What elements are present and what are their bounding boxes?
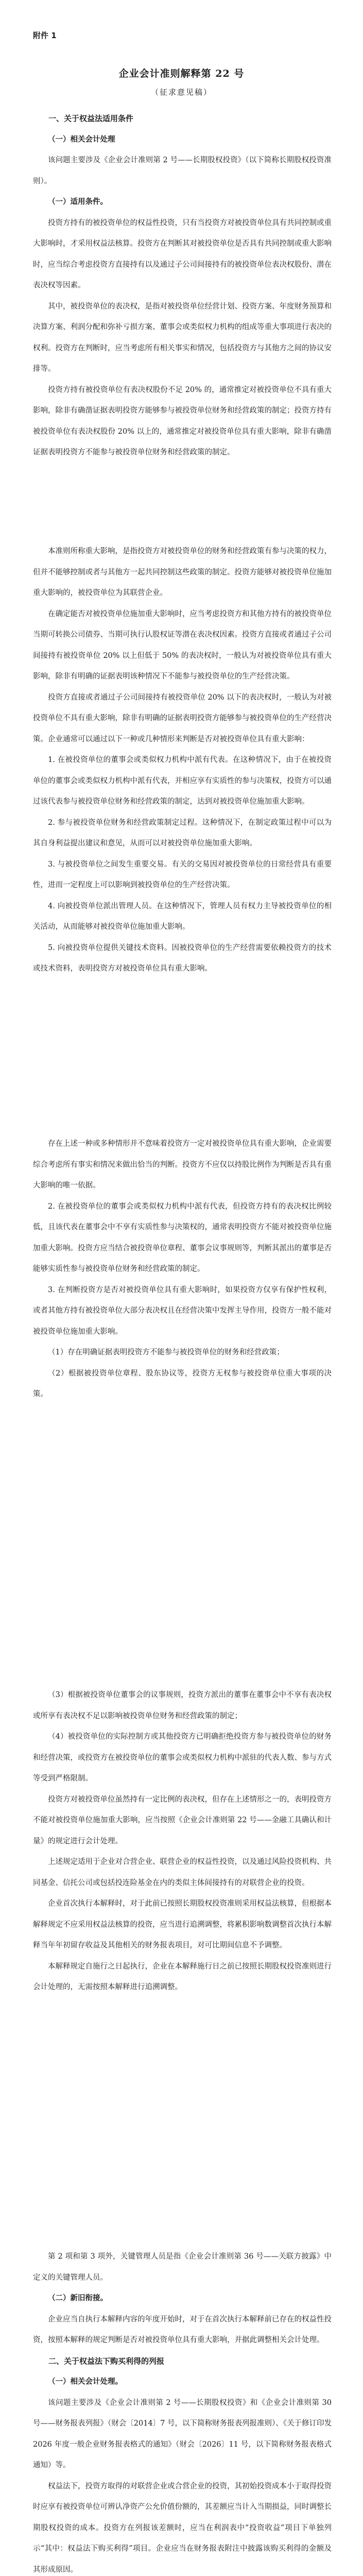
paragraph: （3）根据被投资单位董事会的议事规则，投资方派出的董事在董事会中不享有表决权或所享有表决权不足以影响被投资单位财务和经营政策的制定； [33,1691,332,1720]
paragraph: 5. 向被投资单位提供关键技术资料。因被投资单位的生产经营需要依赖投资方的技术或技术资料，表明投资方对被投资单位具有重大影响。 [33,943,332,973]
section-part-5 [33,2246,332,2576]
document-subtitle: （征求意见稿） [150,88,212,97]
paragraph: 该问题主要涉及《企业会计准则第 2 号——长期股权投资》（以下简称长期股权投资准则）。 [33,156,332,185]
document-title: 企业会计准则解释第 22 号 [118,68,245,79]
section-heading: 二、关于权益法下购买利得的列报 [48,2356,165,2366]
paragraph: 投资方对被投资单位虽然持有一定比例的表决权，但存在上述情形之一的，表明投资方不能对被投资单位施加重大影响，应当按照《企业会计准则第 22 号——金融工具确认和计量》的规定进行会计处理。 [33,1795,332,1845]
paragraph: 在确定能否对被投资单位施加重大影响时，应当考虑投资方和其他方持有的被投资单位当期可转换公司债券、当期可执行认股权证等潜在表决权因素。投资方直接或者通过子公司间接持有被投资单位 20% 以上但低于 50% 的表决权时，一般认为对被投资单位具有重大影响，除非有明确的证据表明该种情况下不能参与被投资单位的生产经营决策。 [33,609,332,681]
section-part-4 [33,1685,332,1998]
paragraph: 存在上述一种或多种情形并不意味着投资方一定对被投资单位具有重大影响，企业需要综合考虑所有事实和情况来做出恰当的判断。投资方不应仅以持股比例作为判断是否具有重大影响的唯一依据。 [33,1140,332,1190]
paragraph: 1. 在被投资单位的董事会或类似权力机构中派有代表。在这种情况下，由于在被投资单位的董事会或类似权力机构中派有代表，并相应享有实质性的参与决策权，投资方可以通过该代表参与被投资单位财务和经营政策的制定，达到对被投资单位施加重大影响。 [33,756,332,806]
paragraph: 投资方持有被投资单位有表决权股份不足 20% 的，通常推定对被投资单位不具有重大影响，除非有确凿证据表明投资方能够参与被投资单位财务和经营政策的制定；投资方持有被投资单位有表决权股份 20% 以上的，通常推定对被投资单位具有重大影响，除非有确凿证据表明投资方不能参与被投资单位财务和经营政策的制定。 [33,385,332,456]
paragraph: 投资方持有的被投资单位的权益性投资，只有当投资方对被投资单位具有共同控制或重大影响时，才采用权益法核算。投资方在判断其对被投资单位是否具有共同控制或重大影响时，应当综合考虑投资方直接持有以及通过子公司间接持有的被投资单位表决权股份、潜在表决权等因素。 [33,218,332,290]
paragraph: 企业首次执行本解释时，对于此前已按照长期股权投资准则采用权益法核算，但根据本解释规定不应采用权益法核算的投资，应当进行追溯调整，将累积影响数调整首次执行本解释当年年初留存收益及其他相关的财务报表项目，对可比期间信息不予调整。 [33,1900,332,1950]
paragraph: （4）被投资单位的实际控制方或其他投资方已明确拒绝投资方参与被投资单位的财务和经营决策，或投资方在被投资单位的董事会或类似权力机构中派驻的代表人数、参与方式等受到严格限制。 [33,1733,332,1783]
paragraph: 投资方直接或者通过子公司间接持有被投资单位 20% 以下的表决权时，一般认为对被投资单位不具有重大影响，除非有明确的证据表明投资方能够参与被投资单位的生产经营决策。企业通常可以通过以下一种或几种情形来判断是否对被投资单位具有重大影响： [33,693,332,743]
subsection-heading: （一）相关会计处理 [48,134,115,144]
subsection-heading: （一）适用条件。 [48,197,108,206]
paragraph: 本解释规定自施行之日起执行，企业在本解释施行日之前已按照长期股权投资准则进行会计处理的，无需按照本解释进行追溯调整。 [33,1962,332,1991]
attachment-label: 附件 1 [33,31,57,40]
paragraph: （2）根据被投资单位章程、股东协议等，投资方无权参与被投资单位重大事项的决策。 [33,1369,332,1398]
paragraph: 2. 参与被投资单位财务和经营政策制定过程。这种情况下，在制定政策过程中可以为其自身利益提出建议和意见，从而可以对被投资单位施加重大影响。 [33,818,332,848]
subsection-heading: （二）新旧衔接。 [48,2294,108,2302]
subsection-heading: （一）相关会计处理。 [48,2377,123,2386]
paragraph: 该问题主要涉及《企业会计准则第 2 号——长期股权投资》和《企业会计准则第 30 号——财务报表列报》（财会〔2014〕7 号，以下简称财务报表列报准则）、《关于修订印发 2026 年度一般企业财务报表格式的通知》（财会〔2026〕11 号，以下简称财务报表格式通知）等。 [33,2398,332,2469]
paragraph: 企业应当自执行本解释内容的年度开始时，对于在首次执行本解释前已存在的权益性投资，按照本解释的规定判断是否对被投资单位具有重大影响，并据此调整相关会计处理。 [33,2315,332,2344]
paragraph: 上述规定适用于企业对合营企业、联营企业的权益性投资，以及通过风险投资机构、共同基金、信托公司或包括投连险基金在内的类似主体间接持有的对联营企业的投资。 [33,1858,332,1887]
paragraph: （1）存在明确证据表明投资方不能参与被投资单位的财务和经营政策； [48,1348,284,1357]
paragraph: 2. 在被投资单位的董事会或类似权力机构中派有代表，但投资方持有的表决权比例较低，且该代表在董事会中不享有实质性参与决策权的，通常表明投资方不能对被投资单位施加重大影响。投资方应当结合被投资单位章程、董事会议事规则等，判断其派出的董事是否能够实质性参与被投资单位财务和经营政策的制定。 [33,1202,332,1273]
paragraph: 权益法下，投资方取得的对联营企业或合营企业的投资，其初始投资成本小于取得投资时应享有被投资单位可辨认净资产公允价值份额的，其差额应当计入当期损益，同时调整长期股权投资的成本。投资方在列报该差额时，应当在利润表中“投资收益”项目下单独列示“其中：权益法下购买利得”项目。企业应当在财务报表附注中披露该购买利得的金额及其形成原因。 [33,2482,332,2574]
section-part-1 [33,108,332,463]
paragraph: 第 2 项和第 3 项外，关键管理人员是指《企业会计准则第 36 号——关联方披露》中定义的关键管理人员。 [33,2252,332,2282]
paragraph: 本准则所称重大影响，是指投资方对被投资单位的财务和经营政策有参与决策的权力，但并不能够控制或者与其他方一起共同控制这些政策的制定。投资方能够对被投资单位施加重大影响的，被投资单位为其联营企业。 [33,547,332,597]
paragraph: 3. 与被投资单位之间发生重要交易。有关的交易因对被投资单位的日常经营具有重要性，进而一定程度上可以影响到被投资单位的生产经营决策。 [33,860,332,889]
paragraph: 3. 在判断投资方是否对被投资单位具有重大影响时，如果投资方仅享有保护性权利，或者其他方持有被投资单位大部分表决权且在经营决策中发挥主导作用，投资方一般不能对被投资单位施加重大影响。 [33,1285,332,1336]
section-part-3 [33,1133,332,1405]
section-part-2 [33,541,332,979]
paragraph: 其中，被投资单位的表决权，是指对被投资单位经营计划、投资方案、年度财务预算和决算方案、利润分配和弥补亏损方案、董事会或类似权力机构的组成等重大事项进行表决的权利。投资方在判断时，应当考虑所有相关事实和情况，包括投资方与其他方之间的协议安排等。 [33,302,332,373]
section-heading: 一、关于权益法适用条件 [48,114,134,123]
paragraph: 4. 向被投资单位派出管理人员。在这种情况下，管理人员有权力主导被投资单位的相关活动，从而能够对被投资单位施加重大影响。 [33,902,332,931]
